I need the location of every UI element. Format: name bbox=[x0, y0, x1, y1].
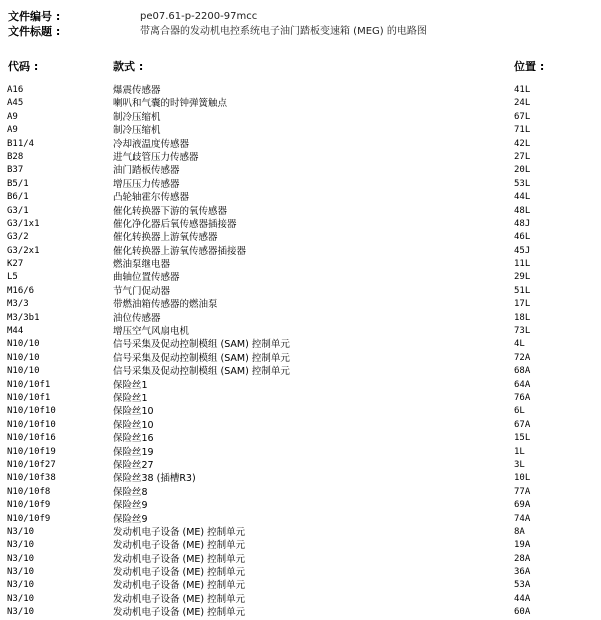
component-row bbox=[0, 365, 601, 378]
component-description: 发动机电子设备 (ME) 控制单元 bbox=[113, 526, 246, 538]
component-code: L5 bbox=[7, 272, 18, 283]
component-position: 46L bbox=[514, 232, 531, 243]
component-row bbox=[0, 298, 601, 311]
component-description: 催化转换器上游氧传感器 bbox=[113, 232, 218, 244]
component-row bbox=[0, 526, 601, 539]
component-code: B5/1 bbox=[7, 178, 29, 189]
component-code: N3/10 bbox=[7, 580, 35, 591]
component-code: M3/3b1 bbox=[7, 312, 40, 323]
component-position: 77A bbox=[514, 486, 531, 497]
component-position: 6L bbox=[514, 406, 525, 417]
component-description: 爆震传感器 bbox=[113, 85, 161, 96]
component-code: N3/10 bbox=[7, 607, 35, 618]
component-description: 保险丝9 bbox=[113, 500, 148, 512]
component-description: 保险丝1 bbox=[113, 392, 148, 404]
component-position: 45J bbox=[514, 245, 531, 256]
component-description: 发动机电子设备 (ME) 控制单元 bbox=[113, 607, 246, 619]
component-position: 60A bbox=[514, 607, 531, 618]
component-row bbox=[0, 84, 601, 97]
component-description: 制冷压缩机 bbox=[113, 111, 161, 123]
component-description: 发动机电子设备 (ME) 控制单元 bbox=[113, 567, 246, 579]
component-row bbox=[0, 606, 601, 619]
column-header-position: 位置 : bbox=[514, 60, 545, 73]
component-position: 53L bbox=[514, 178, 531, 189]
component-description: 燃油泵继电器 bbox=[113, 259, 171, 271]
component-row bbox=[0, 593, 601, 606]
component-row bbox=[0, 312, 601, 325]
component-row bbox=[0, 111, 601, 124]
component-row bbox=[0, 553, 601, 566]
component-row bbox=[0, 499, 601, 512]
component-description: 保险丝10 bbox=[113, 406, 154, 418]
component-code: N10/10f10 bbox=[7, 406, 56, 417]
component-position: 4L bbox=[514, 339, 525, 350]
component-position: 69A bbox=[514, 500, 531, 511]
component-row bbox=[0, 352, 601, 365]
component-code: B11/4 bbox=[7, 138, 35, 149]
component-code: N10/10f9 bbox=[7, 513, 51, 524]
component-position: 71L bbox=[514, 125, 531, 136]
component-description: 保险丝9 bbox=[113, 513, 148, 525]
doc-title-label: 文件标题 : bbox=[8, 25, 61, 38]
doc-number-value: pe07.61-p-2200-97mcc bbox=[140, 11, 258, 22]
component-position: 68A bbox=[514, 366, 531, 377]
component-row bbox=[0, 245, 601, 258]
component-code: N3/10 bbox=[7, 526, 35, 537]
component-description: 保险丝38 (插槽R3) bbox=[113, 473, 196, 485]
component-position: 74A bbox=[514, 513, 531, 524]
component-code: N10/10f19 bbox=[7, 446, 56, 457]
component-position: 76A bbox=[514, 392, 531, 403]
component-description: 信号采集及促动控制模组 (SAM) 控制单元 bbox=[113, 366, 290, 378]
component-position: 17L bbox=[514, 299, 531, 310]
column-header-code: 代码 : bbox=[8, 60, 39, 73]
component-code: B28 bbox=[7, 151, 24, 162]
component-row bbox=[0, 579, 601, 592]
component-code: A45 bbox=[7, 98, 24, 109]
component-description: 油门踏板传感器 bbox=[113, 165, 180, 177]
component-description: 保险丝8 bbox=[113, 486, 148, 498]
component-position: 10L bbox=[514, 473, 531, 484]
component-code: A16 bbox=[7, 85, 24, 95]
component-code: M3/3 bbox=[7, 299, 29, 310]
component-row bbox=[0, 325, 601, 338]
component-code: B37 bbox=[7, 165, 24, 176]
component-row bbox=[0, 191, 601, 204]
component-code: N10/10 bbox=[7, 352, 40, 363]
component-row bbox=[0, 285, 601, 298]
component-position: 36A bbox=[514, 567, 531, 578]
component-row bbox=[0, 392, 601, 405]
component-position: 18L bbox=[514, 312, 531, 323]
component-position: 44L bbox=[514, 192, 531, 203]
component-description: 保险丝27 bbox=[113, 459, 154, 471]
column-header-model: 款式 : bbox=[113, 60, 144, 73]
component-code: N10/10f16 bbox=[7, 433, 56, 444]
component-position: 20L bbox=[514, 165, 531, 176]
component-position: 41L bbox=[514, 85, 531, 95]
component-description: 发动机电子设备 (ME) 控制单元 bbox=[113, 580, 246, 592]
component-description: 增压压力传感器 bbox=[113, 178, 180, 190]
component-row bbox=[0, 379, 601, 392]
component-position: 48L bbox=[514, 205, 531, 216]
component-row bbox=[0, 432, 601, 445]
component-code: M44 bbox=[7, 326, 24, 337]
component-position: 8A bbox=[514, 526, 525, 537]
component-position: 64A bbox=[514, 379, 531, 390]
component-row bbox=[0, 205, 601, 218]
component-description: 发动机电子设备 (ME) 控制单元 bbox=[113, 540, 246, 552]
component-description: 增压空气风扇电机 bbox=[113, 326, 190, 338]
component-code: N10/10f27 bbox=[7, 459, 56, 470]
component-row bbox=[0, 97, 601, 110]
component-description: 带燃油箱传感器的燃油泵 bbox=[113, 299, 218, 311]
component-row bbox=[0, 472, 601, 485]
component-description: 发动机电子设备 (ME) 控制单元 bbox=[113, 553, 246, 565]
component-code: N3/10 bbox=[7, 553, 35, 564]
component-description: 进气歧管压力传感器 bbox=[113, 151, 199, 163]
component-position: 53A bbox=[514, 580, 531, 591]
component-position: 29L bbox=[514, 272, 531, 283]
doc-number-label: 文件编号 : bbox=[8, 10, 61, 23]
component-row bbox=[0, 138, 601, 151]
component-code: A9 bbox=[7, 125, 18, 136]
component-row bbox=[0, 124, 601, 137]
component-position: 67A bbox=[514, 419, 531, 430]
component-position: 51L bbox=[514, 285, 531, 296]
component-row bbox=[0, 419, 601, 432]
component-description: 催化转换器下游的氧传感器 bbox=[113, 205, 228, 217]
component-row bbox=[0, 231, 601, 244]
component-description: 信号采集及促动控制模组 (SAM) 控制单元 bbox=[113, 352, 290, 364]
component-position: 15L bbox=[514, 433, 531, 444]
component-description: 油位传感器 bbox=[113, 312, 161, 324]
component-position: 19A bbox=[514, 540, 531, 551]
component-description: 发动机电子设备 (ME) 控制单元 bbox=[113, 593, 246, 605]
component-list bbox=[0, 84, 601, 620]
component-position: 28A bbox=[514, 553, 531, 564]
component-code: N10/10f9 bbox=[7, 500, 51, 511]
component-row bbox=[0, 486, 601, 499]
component-description: 保险丝10 bbox=[113, 419, 154, 431]
component-description: 催化转换器上游氧传感器插接器 bbox=[113, 245, 247, 257]
component-row bbox=[0, 164, 601, 177]
component-position: 27L bbox=[514, 151, 531, 162]
component-row bbox=[0, 271, 601, 284]
component-position: 48J bbox=[514, 218, 531, 229]
doc-title-value: 带离合器的发动机电控系统电子油门踏板变速箱 (MEG) 的电路图 bbox=[140, 26, 427, 37]
component-code: M16/6 bbox=[7, 285, 35, 296]
component-description: 信号采集及促动控制模组 (SAM) 控制单元 bbox=[113, 339, 290, 351]
component-code: N3/10 bbox=[7, 593, 35, 604]
component-description: 节气门促动器 bbox=[113, 285, 171, 297]
component-code: N3/10 bbox=[7, 567, 35, 578]
component-row bbox=[0, 218, 601, 231]
component-code: N10/10f1 bbox=[7, 392, 51, 403]
component-position: 67L bbox=[514, 111, 531, 122]
component-row bbox=[0, 151, 601, 164]
component-row bbox=[0, 178, 601, 191]
component-position: 3L bbox=[514, 459, 525, 470]
component-code: B6/1 bbox=[7, 192, 29, 203]
component-row bbox=[0, 459, 601, 472]
component-position: 11L bbox=[514, 259, 531, 270]
component-description: 保险丝1 bbox=[113, 379, 148, 391]
component-row bbox=[0, 258, 601, 271]
component-row bbox=[0, 338, 601, 351]
component-code: N3/10 bbox=[7, 540, 35, 551]
component-code: N10/10f38 bbox=[7, 473, 56, 484]
component-row bbox=[0, 539, 601, 552]
component-description: 制冷压缩机 bbox=[113, 125, 161, 137]
component-row bbox=[0, 446, 601, 459]
component-code: G3/2x1 bbox=[7, 245, 40, 256]
component-position: 44A bbox=[514, 593, 531, 604]
component-position: 73L bbox=[514, 326, 531, 337]
component-code: G3/1 bbox=[7, 205, 29, 216]
component-description: 冷却液温度传感器 bbox=[113, 138, 190, 150]
component-code: N10/10f8 bbox=[7, 486, 51, 497]
component-position: 42L bbox=[514, 138, 531, 149]
component-position: 72A bbox=[514, 352, 531, 363]
component-code: G3/2 bbox=[7, 232, 29, 243]
component-description: 曲轴位置传感器 bbox=[113, 272, 180, 284]
component-code: K27 bbox=[7, 259, 24, 270]
component-code: N10/10 bbox=[7, 339, 40, 350]
component-code: N10/10 bbox=[7, 366, 40, 377]
component-position: 24L bbox=[514, 98, 531, 109]
component-row bbox=[0, 405, 601, 418]
component-row bbox=[0, 566, 601, 579]
component-description: 保险丝19 bbox=[113, 446, 154, 458]
component-code: N10/10f1 bbox=[7, 379, 51, 390]
component-row bbox=[0, 513, 601, 526]
component-description: 催化净化器后氧传感器插接器 bbox=[113, 218, 237, 230]
component-description: 凸轮轴霍尔传感器 bbox=[113, 192, 190, 204]
component-code: A9 bbox=[7, 111, 18, 122]
component-code: N10/10f10 bbox=[7, 419, 56, 430]
component-description: 保险丝16 bbox=[113, 433, 154, 445]
component-description: 喇叭和气囊的时钟弹簧触点 bbox=[113, 98, 228, 110]
component-code: G3/1x1 bbox=[7, 218, 40, 229]
component-position: 1L bbox=[514, 446, 525, 457]
